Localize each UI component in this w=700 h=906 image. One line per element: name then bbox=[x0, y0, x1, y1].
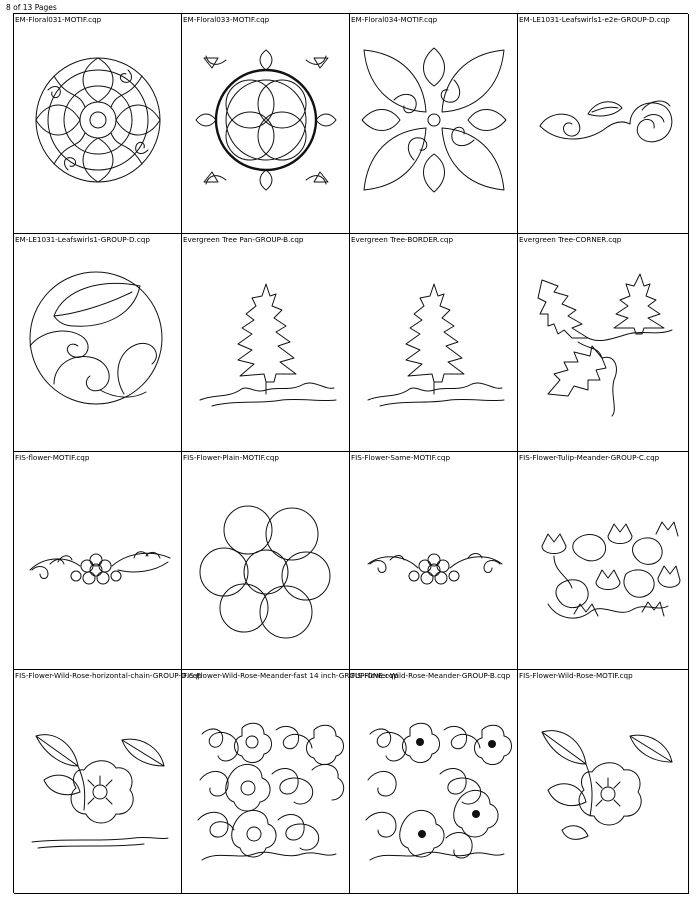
pattern-filename: Evergreen Tree Pan-GROUP-B.cqp bbox=[183, 235, 304, 244]
flower-swag-icon bbox=[14, 452, 182, 670]
plain-flower-icon bbox=[182, 452, 350, 670]
pattern-cell[interactable] bbox=[518, 234, 689, 452]
floral-square-leaves-icon bbox=[350, 14, 518, 234]
pattern-cell[interactable] bbox=[182, 452, 350, 670]
pattern-filename: EM-Floral033-MOTIF.cqp bbox=[183, 15, 270, 24]
pattern-filename: FIS-Flower-Wild-Rose-Meander-GROUP-B.cqp bbox=[351, 671, 511, 680]
pattern-cell[interactable] bbox=[350, 14, 518, 234]
pattern-filename: FIS-flower-MOTIF.cqp bbox=[15, 453, 90, 462]
pattern-cell[interactable] bbox=[350, 452, 518, 670]
pattern-filename: FIS-Flower-Wild-Rose-MOTIF.cqp bbox=[519, 671, 633, 680]
pattern-cell[interactable] bbox=[518, 14, 689, 234]
leaf-swirl-row-icon bbox=[518, 14, 689, 234]
pattern-filename: FIS-Flower-Plain-MOTIF.cqp bbox=[183, 453, 279, 462]
leaf-swirl-circle-icon bbox=[14, 234, 182, 452]
floral-medallion-icon bbox=[14, 14, 182, 234]
page-count-label: 8 of 13 Pages bbox=[6, 3, 57, 12]
rose-meander-bold-icon bbox=[350, 670, 518, 894]
pattern-cell[interactable] bbox=[182, 234, 350, 452]
pattern-cell[interactable] bbox=[518, 670, 689, 894]
rose-meander-icon bbox=[182, 670, 399, 894]
floral-wreath-icon bbox=[182, 14, 350, 234]
pattern-cell[interactable] bbox=[14, 14, 182, 234]
wild-rose-icon bbox=[518, 670, 689, 894]
evergreen-tree-icon bbox=[350, 234, 518, 452]
wild-rose-icon bbox=[14, 670, 202, 894]
pattern-filename: EM-LE1031-Leafswirls1-e2e-GROUP-D.cqp bbox=[519, 15, 670, 24]
evergreen-tree-icon bbox=[182, 234, 350, 452]
pattern-filename: FIS-Flower-Tulip-Meander-GROUP-C.cqp bbox=[519, 453, 660, 462]
pattern-cell[interactable] bbox=[182, 670, 399, 894]
pattern-cell[interactable] bbox=[14, 234, 182, 452]
pattern-filename: FIS-Flower-Same-MOTIF.cqp bbox=[351, 453, 451, 462]
pattern-cell[interactable] bbox=[350, 234, 518, 452]
pattern-cell[interactable] bbox=[14, 452, 182, 670]
pattern-cell[interactable] bbox=[350, 670, 518, 894]
pattern-filename: EM-Floral034-MOTIF.cqp bbox=[351, 15, 438, 24]
pattern-filename: FIS-Flower-Wild-Rose-Meander-fast 14 inch-GROUP-ONE.cqp bbox=[183, 671, 399, 680]
pattern-filename: Evergreen Tree-CORNER.cqp bbox=[519, 235, 622, 244]
pattern-filename: EM-Floral031-MOTIF.cqp bbox=[15, 15, 102, 24]
tulip-meander-icon bbox=[518, 452, 689, 670]
pattern-cell[interactable] bbox=[518, 452, 689, 670]
pattern-grid bbox=[13, 13, 688, 893]
pattern-filename: FIS-Flower-Wild-Rose-horizontal-chain-GROUP-D.cqp bbox=[15, 671, 202, 680]
flower-swag-icon bbox=[350, 452, 518, 670]
evergreen-corner-icon bbox=[518, 234, 689, 452]
pattern-filename: EM-LE1031-Leafswirls1-GROUP-D.cqp bbox=[15, 235, 150, 244]
pattern-filename: Evergreen Tree-BORDER.cqp bbox=[351, 235, 454, 244]
pattern-cell[interactable] bbox=[14, 670, 202, 894]
pattern-cell[interactable] bbox=[182, 14, 350, 234]
